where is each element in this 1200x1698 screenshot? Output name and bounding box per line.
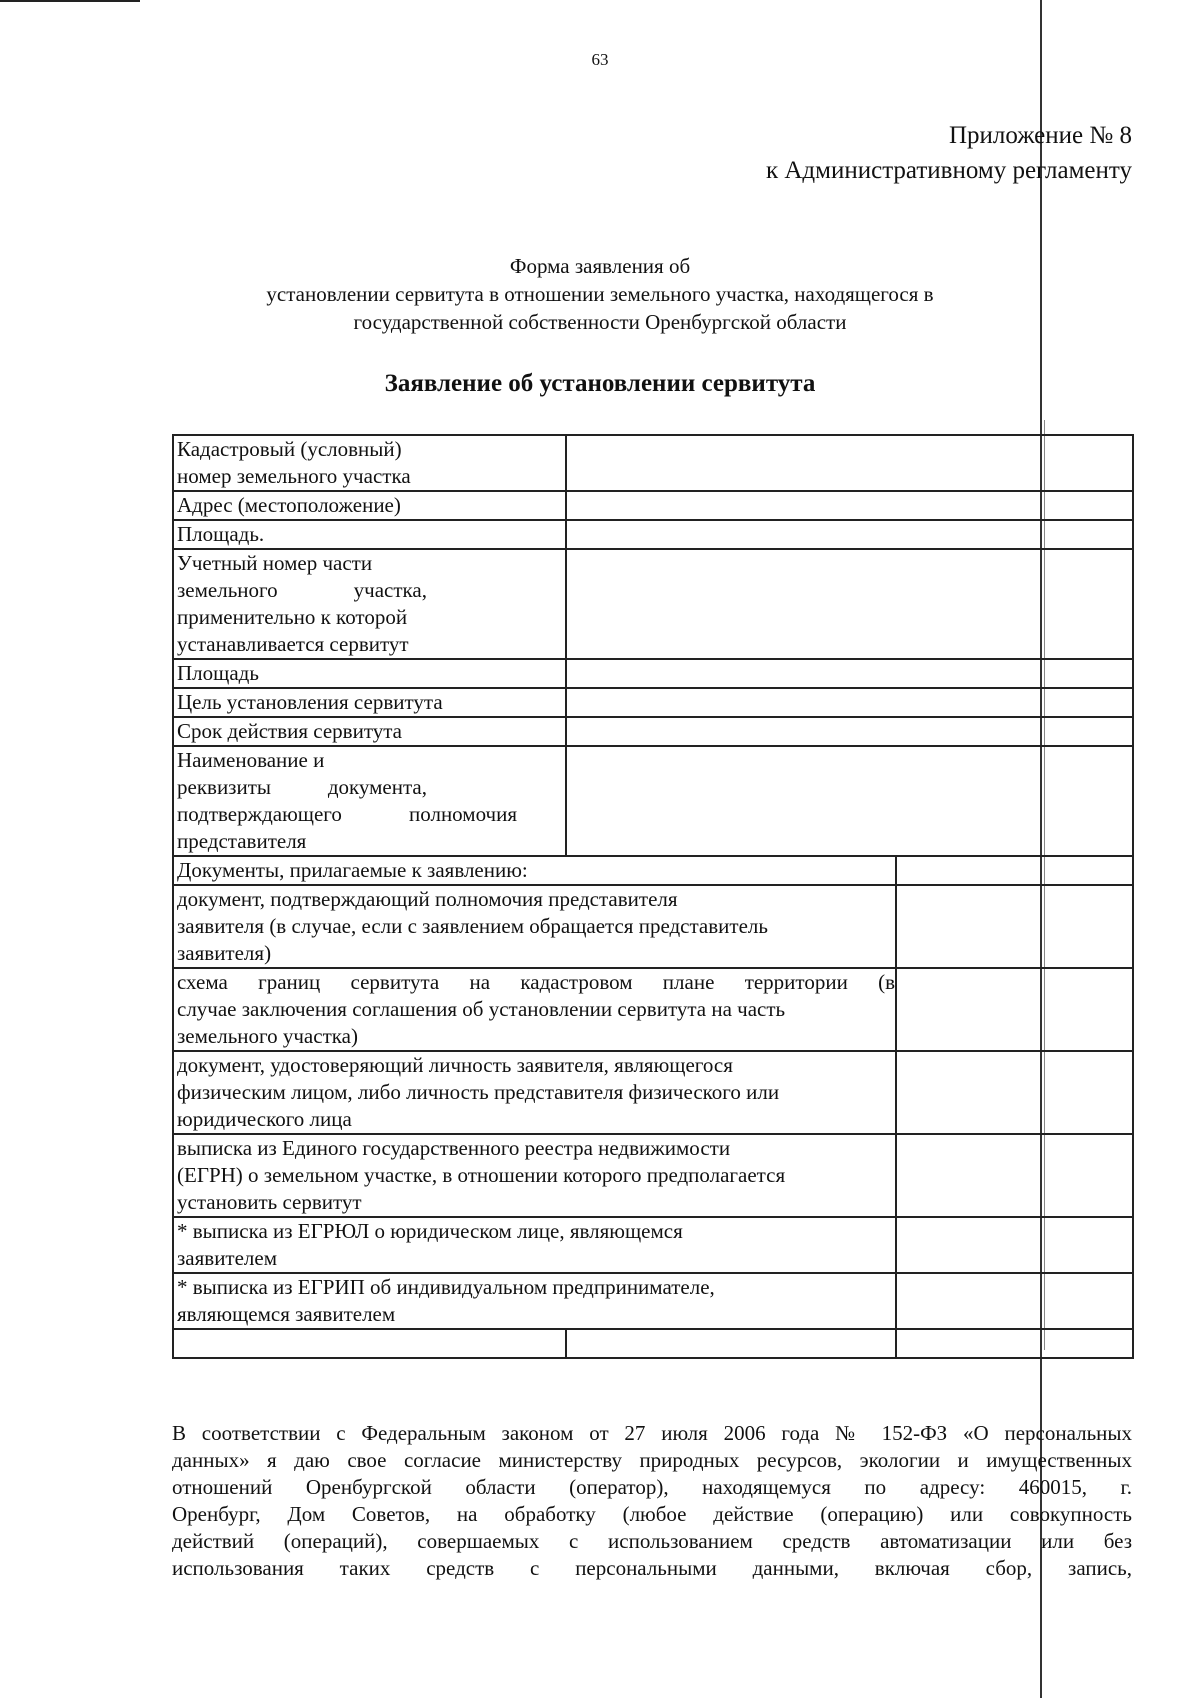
consent-line: действий (операций), совершаемых с использованием средств автоматизации или без	[172, 1529, 1132, 1553]
consent-line: использования таких средств с персональными данными, включая сбор, запись,	[172, 1556, 1132, 1580]
attachments-header: Документы, прилагаемые к заявлению:	[173, 856, 896, 885]
appendix-number: Приложение № 8	[948, 122, 1132, 149]
field-label-line: реквизиты документа,	[177, 775, 427, 799]
field-label	[173, 520, 566, 549]
field-label-line: представителя	[177, 829, 307, 853]
field-value-cell[interactable]	[566, 520, 1133, 549]
field-label	[173, 746, 566, 856]
field-label	[173, 435, 566, 491]
field-label-line: Цель установления сервитута	[177, 690, 443, 714]
attachment-text-line: юридического лица	[177, 1107, 352, 1131]
attachment-text-line: выписка из Единого государственного реестра недвижимости	[177, 1136, 731, 1160]
field-label-line: номер земельного участка	[177, 464, 411, 488]
field-label	[173, 688, 566, 717]
field-label	[173, 491, 566, 520]
field-label-line: Площадь.	[177, 522, 265, 546]
attachment-row	[173, 1217, 1133, 1273]
form-header-line-1: Форма заявления об	[509, 254, 691, 278]
field-label	[173, 549, 566, 659]
attachment-text-line: * выписка из ЕГРЮЛ о юридическом лице, являющемся	[177, 1219, 683, 1243]
field-label-line: устанавливается сервитут	[177, 632, 409, 656]
field-value-cell[interactable]	[566, 491, 1133, 520]
attachment-description	[173, 968, 896, 1051]
attachment-text-line: являющемся заявителем	[177, 1302, 396, 1326]
top-rule	[0, 0, 140, 2]
field-row	[173, 491, 1133, 520]
attachment-text-line: (ЕГРН) о земельном участке, в отношении которого предполагается	[177, 1163, 786, 1187]
attachment-text-line: случае заключения соглашения об установлении сервитута на часть	[177, 997, 786, 1021]
attachment-mark-cell[interactable]	[896, 885, 1133, 968]
field-row	[173, 688, 1133, 717]
field-label-line: Адрес (местоположение)	[177, 493, 401, 517]
attachment-description	[173, 1134, 896, 1217]
field-label-line: Учетный номер части	[177, 551, 373, 575]
attachment-text-line: заявителя (в случае, если с заявлением обращается представитель	[177, 914, 768, 938]
field-row	[173, 435, 1133, 491]
attachment-mark-cell[interactable]	[896, 968, 1133, 1051]
attachment-description	[173, 885, 896, 968]
consent-line: В соответствии с Федеральным законом от 27 июля 2006 года № 152-ФЗ «О персональных	[172, 1421, 1132, 1445]
attachment-mark-cell[interactable]	[896, 1134, 1133, 1217]
attachment-text-line: установить сервитут	[177, 1190, 362, 1214]
blank-cell[interactable]	[896, 1329, 1133, 1358]
attachment-mark-cell[interactable]	[896, 856, 1133, 885]
appendix-reference: к Административному регламенту	[765, 157, 1132, 184]
field-row	[173, 549, 1133, 659]
form-header-line-3: государственной собственности Оренбургской области	[353, 310, 847, 334]
field-label-line: применительно к которой	[177, 605, 408, 629]
page-number: 63	[591, 50, 609, 69]
field-label-line: Площадь	[177, 661, 259, 685]
field-row	[173, 717, 1133, 746]
attachment-text-line: физическим лицом, либо личность представителя физического или	[177, 1080, 780, 1104]
consent-line: данных» я даю свое согласие министерству природных ресурсов, экологии и имущественных	[172, 1448, 1132, 1472]
attachment-text-line: земельного участка)	[177, 1024, 358, 1048]
field-label-line: подтверждающего полномочия	[177, 802, 517, 826]
attachment-mark-cell[interactable]	[896, 1051, 1133, 1134]
attachment-row	[173, 1273, 1133, 1329]
attachment-text-line: * выписка из ЕГРИП об индивидуальном предпринимателе,	[177, 1275, 715, 1299]
attachment-text-line: схема границ сервитута на кадастровом плане территории (в	[177, 970, 895, 994]
field-value-cell[interactable]	[566, 717, 1133, 746]
consent-paragraph	[172, 1420, 1132, 1582]
attachment-mark-cell[interactable]	[896, 1217, 1133, 1273]
attachment-row	[173, 1134, 1133, 1217]
field-label	[173, 659, 566, 688]
blank-cell[interactable]	[566, 1329, 896, 1358]
field-label-line: Срок действия сервитута	[177, 719, 402, 743]
blank-cell[interactable]	[173, 1329, 566, 1358]
form-header-line-2: установлении сервитута в отношении земельного участка, находящегося в	[266, 282, 934, 306]
application-form-table	[172, 434, 1134, 1359]
attachment-mark-cell[interactable]	[896, 1273, 1133, 1329]
field-value-cell[interactable]	[566, 688, 1133, 717]
document-title: Заявление об установлении сервитута	[384, 370, 816, 397]
attachment-text-line: заявителем	[177, 1246, 278, 1270]
field-value-cell[interactable]	[566, 659, 1133, 688]
blank-row	[173, 1329, 1133, 1358]
attachment-text-line: документ, удостоверяющий личность заявителя, являющегося	[177, 1053, 733, 1077]
field-label-line: земельного участка,	[177, 578, 427, 602]
field-value-cell[interactable]	[566, 549, 1133, 659]
attachments-header-row	[173, 856, 1133, 885]
attachment-text-line: заявителя)	[177, 941, 272, 965]
attachment-description	[173, 1273, 896, 1329]
attachment-row	[173, 885, 1133, 968]
field-label-line: Кадастровый (условный)	[177, 437, 402, 461]
field-row	[173, 746, 1133, 856]
field-label-line: Наименование и	[177, 748, 325, 772]
attachment-row	[173, 968, 1133, 1051]
attachment-description	[173, 1051, 896, 1134]
consent-line: отношений Оренбургской области (оператор), находящемуся по адресу: 460015, г.	[172, 1475, 1132, 1499]
field-row	[173, 659, 1133, 688]
field-value-cell[interactable]	[566, 435, 1133, 491]
field-value-cell[interactable]	[566, 746, 1133, 856]
field-row	[173, 520, 1133, 549]
attachment-text-line: документ, подтверждающий полномочия представителя	[177, 887, 678, 911]
attachment-row	[173, 1051, 1133, 1134]
attachment-description	[173, 1217, 896, 1273]
consent-line: Оренбург, Дом Советов, на обработку (любое действие (операцию) или совокупность	[172, 1502, 1132, 1526]
field-label	[173, 717, 566, 746]
